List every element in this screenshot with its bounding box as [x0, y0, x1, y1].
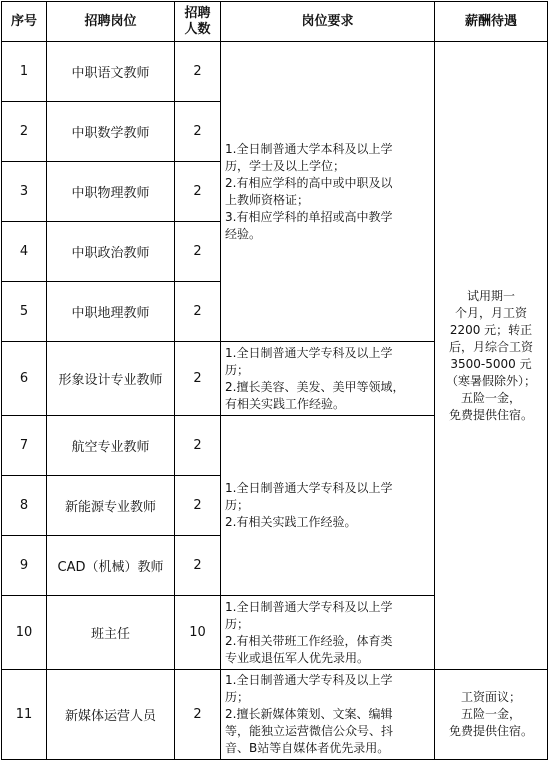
- requirement-line: 1.全日制普通大学专科及以上学: [225, 673, 393, 687]
- requirement-line: 1.全日制普通大学专科及以上学: [225, 481, 393, 495]
- header-count-line2: 人数: [184, 21, 211, 37]
- salary-line: 3500-5000 元: [450, 356, 532, 371]
- salary-line: 五险一金，: [460, 390, 521, 405]
- header-position: 招聘岗位: [47, 2, 175, 42]
- requirement-line: 有相关实践工作经验。: [225, 396, 346, 411]
- row-position: 形象设计专业教师: [47, 342, 175, 416]
- requirement-line: 3.有相应学科的单招或高中教学: [225, 209, 393, 224]
- requirement-line: 2.有相应学科的高中或中职及以: [225, 175, 393, 190]
- row-no: 6: [2, 342, 47, 416]
- row-no: 1: [2, 42, 47, 102]
- row-count: 2: [175, 42, 221, 102]
- requirement-line: 历；: [225, 616, 250, 631]
- row-no: 11: [2, 670, 47, 760]
- header-row: [2, 2, 548, 42]
- table-row: [2, 42, 548, 102]
- row-no: 8: [2, 476, 47, 536]
- row-position: 新能源专业教师: [47, 476, 175, 536]
- requirement-line: 等，能独立运营微信公众号、抖: [225, 724, 394, 738]
- requirement-line: 2.有相关实践工作经验。: [225, 515, 357, 529]
- row-count: 2: [175, 536, 221, 596]
- row-position: 中职数学教师: [47, 102, 175, 162]
- header-count: [175, 2, 221, 42]
- requirements-technical: [221, 416, 435, 596]
- header-count-line1: 招聘: [184, 5, 211, 21]
- requirement-line: 2.擅长新媒体策划、文案、编辑: [225, 707, 393, 721]
- recruitment-table: [1, 1, 548, 760]
- table-row: [2, 670, 548, 760]
- row-position: 新媒体运营人员: [47, 670, 175, 760]
- row-no: 9: [2, 536, 47, 596]
- salary-line: 后，月综合工资: [448, 339, 533, 354]
- salary-line: 五险一金，: [460, 707, 521, 721]
- row-no: 10: [2, 596, 47, 670]
- requirement-line: 上教师资格证；: [225, 192, 310, 207]
- row-position: 中职物理教师: [47, 162, 175, 222]
- row-position: 中职语文教师: [47, 42, 175, 102]
- requirements-headteacher: [221, 596, 435, 670]
- row-count: 2: [175, 670, 221, 760]
- requirement-line: 历；: [225, 498, 250, 512]
- row-count: 10: [175, 596, 221, 670]
- row-no: 3: [2, 162, 47, 222]
- salary-line: 2200 元；转正: [449, 322, 533, 337]
- requirement-line: 专业或退伍军人优先录用。: [225, 650, 370, 665]
- row-position: 班主任: [47, 596, 175, 670]
- row-position: 中职政治教师: [47, 222, 175, 282]
- row-count: 2: [175, 476, 221, 536]
- salary-line: 个月，月工资: [454, 305, 527, 320]
- salary-line: （寒暑假除外）；: [445, 373, 536, 388]
- requirement-line: 历；: [225, 362, 250, 377]
- row-count: 2: [175, 282, 221, 342]
- row-count: 2: [175, 222, 221, 282]
- requirement-line: 1.全日制普通大学本科及以上学: [225, 141, 393, 156]
- row-position: CAD（机械）教师: [47, 536, 175, 596]
- row-no: 4: [2, 222, 47, 282]
- salary-main: [435, 42, 548, 670]
- requirements-media: [221, 670, 435, 760]
- header-no: 序号: [2, 2, 47, 42]
- requirement-line: 经验。: [225, 226, 262, 241]
- requirement-line: 2.有相关带班工作经验，体育类: [225, 633, 393, 648]
- row-count: 2: [175, 342, 221, 416]
- salary-line: 免费提供住宿。: [448, 724, 533, 738]
- row-count: 2: [175, 102, 221, 162]
- requirement-line: 1.全日制普通大学专科及以上学: [225, 599, 393, 614]
- requirement-line: 1.全日制普通大学专科及以上学: [225, 345, 393, 360]
- salary-line: 免费提供住宿。: [448, 407, 533, 422]
- requirement-line: 音、B站等自媒体者优先录用。: [225, 741, 390, 755]
- row-position: 中职地理教师: [47, 282, 175, 342]
- salary-line: 试用期一: [466, 288, 515, 303]
- row-no: 2: [2, 102, 47, 162]
- row-position: 航空专业教师: [47, 416, 175, 476]
- header-salary: 薪酬待遇: [435, 2, 548, 42]
- row-count: 2: [175, 162, 221, 222]
- row-no: 5: [2, 282, 47, 342]
- requirement-line: 历，学士及以上学位；: [225, 158, 346, 173]
- row-count: 2: [175, 416, 221, 476]
- requirements-teachers: [221, 42, 435, 342]
- requirement-line: 2.擅长美容、美发、美甲等领域，: [225, 379, 405, 394]
- header-requirements: 岗位要求: [221, 2, 435, 42]
- salary-media: [435, 670, 548, 760]
- requirement-line: 历；: [225, 690, 250, 704]
- row-no: 7: [2, 416, 47, 476]
- salary-line: 工资面议；: [460, 690, 521, 704]
- requirements-design: [221, 342, 435, 416]
